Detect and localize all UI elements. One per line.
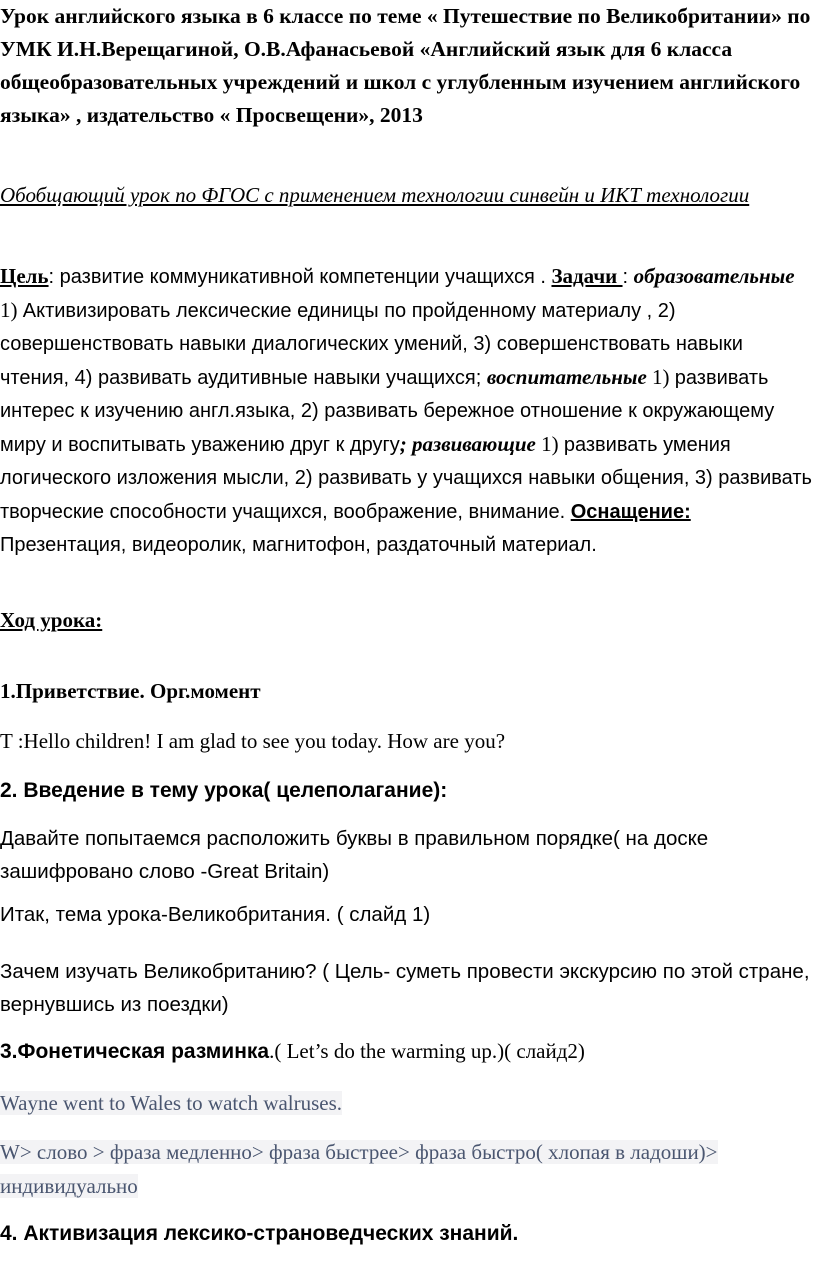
lesson-subtitle: Обобщающий урок по ФГОС с применением технологии синвейн и ИКТ технологии bbox=[0, 183, 750, 207]
educational-label: образовательные bbox=[633, 264, 795, 288]
paragraph-topic: Итак, тема урока-Великобритания. ( слайд 1) bbox=[0, 903, 431, 926]
tasks-label: Задачи bbox=[551, 264, 623, 288]
equipment-text: Презентация, видеоролик, магнитофон, раздаточный материал. bbox=[0, 534, 597, 556]
educational-text: Активизировать лексические единицы по пройденному материалу , 2) совершенствовать навыки диалогических умений, 3) совершенствовать навыки чтения, 4) развивать аудитивные навыки учащихся; bbox=[0, 299, 743, 389]
developmental-text: развивать умения логического изложения мысли, 2) развивать у учащихся навыки общения, 3) развивать творческие способности учащихся, воображение, внимание. bbox=[0, 433, 812, 523]
section-1-heading: 1.Приветствие. Орг.момент bbox=[0, 679, 261, 703]
semicolon: ; bbox=[399, 431, 407, 456]
teacher-greeting: T :Hello children! I am glad to see you today. How are you? bbox=[0, 729, 506, 753]
upbringing-text: развивать интерес к изучению англ.языка, 2) развивать бережное отношение к окружающему миру и воспитывать уважению друг к другу bbox=[0, 366, 775, 456]
warmup-line-2 bbox=[0, 1135, 812, 1203]
lesson-flow-heading: Ход урока: bbox=[0, 608, 103, 632]
upbringing-num: 1) bbox=[646, 364, 675, 389]
educational-num: 1) bbox=[0, 297, 23, 322]
tongue-twister: Wayne went to Wales to watch walruses. bbox=[0, 1091, 343, 1115]
goals-paragraph bbox=[0, 260, 812, 562]
section-3-bold: 3.Фонетическая разминка bbox=[0, 1040, 270, 1063]
section-3-rest: .( Let’s do the warming up.)( слайд2) bbox=[269, 1039, 585, 1063]
lesson-title: Урок английского языка в 6 классе по теме « Путешествие по Великобритании» по УМК И.Н.Верещагиной, О.В.Афанасьевой «Английский язык для 6 класса общеобразовательных учреждений и школ с углубленным изучением английского языка» , издательство « Просвещени», 2013 bbox=[0, 4, 811, 127]
section-2-heading: 2. Введение в тему урока( целеполагание): bbox=[0, 779, 448, 802]
section-3-heading bbox=[0, 1035, 812, 1068]
developmental-label: развивающие bbox=[406, 431, 536, 456]
paragraph-letters: Давайте попытаемся расположить буквы в правильном порядке( на доске зашифровано слово -Great Britain) bbox=[0, 827, 709, 883]
section-4-heading: 4. Активизация лексико-страноведческих знаний. bbox=[0, 1222, 519, 1245]
paragraph-why: Зачем изучать Великобританию? ( Цель- суметь провести экскурсию по этой стране, вернувшись из поездки) bbox=[0, 960, 810, 1016]
tasks-colon: : bbox=[622, 266, 634, 288]
developmental-num: 1) bbox=[535, 431, 564, 456]
warmup-line-1 bbox=[0, 1087, 812, 1119]
goal-label: Цель bbox=[0, 264, 49, 288]
warmup-steps: W> слово > фраза медленно> фраза быстрее> фраза быстро( хлопая в ладоши)> индивидуально bbox=[0, 1140, 718, 1198]
upbringing-label: воспитательные bbox=[486, 364, 647, 389]
equipment-label: Оснащение: bbox=[570, 500, 691, 523]
goal-text: : развитие коммуникативной компетенции учащихся . bbox=[48, 266, 552, 288]
